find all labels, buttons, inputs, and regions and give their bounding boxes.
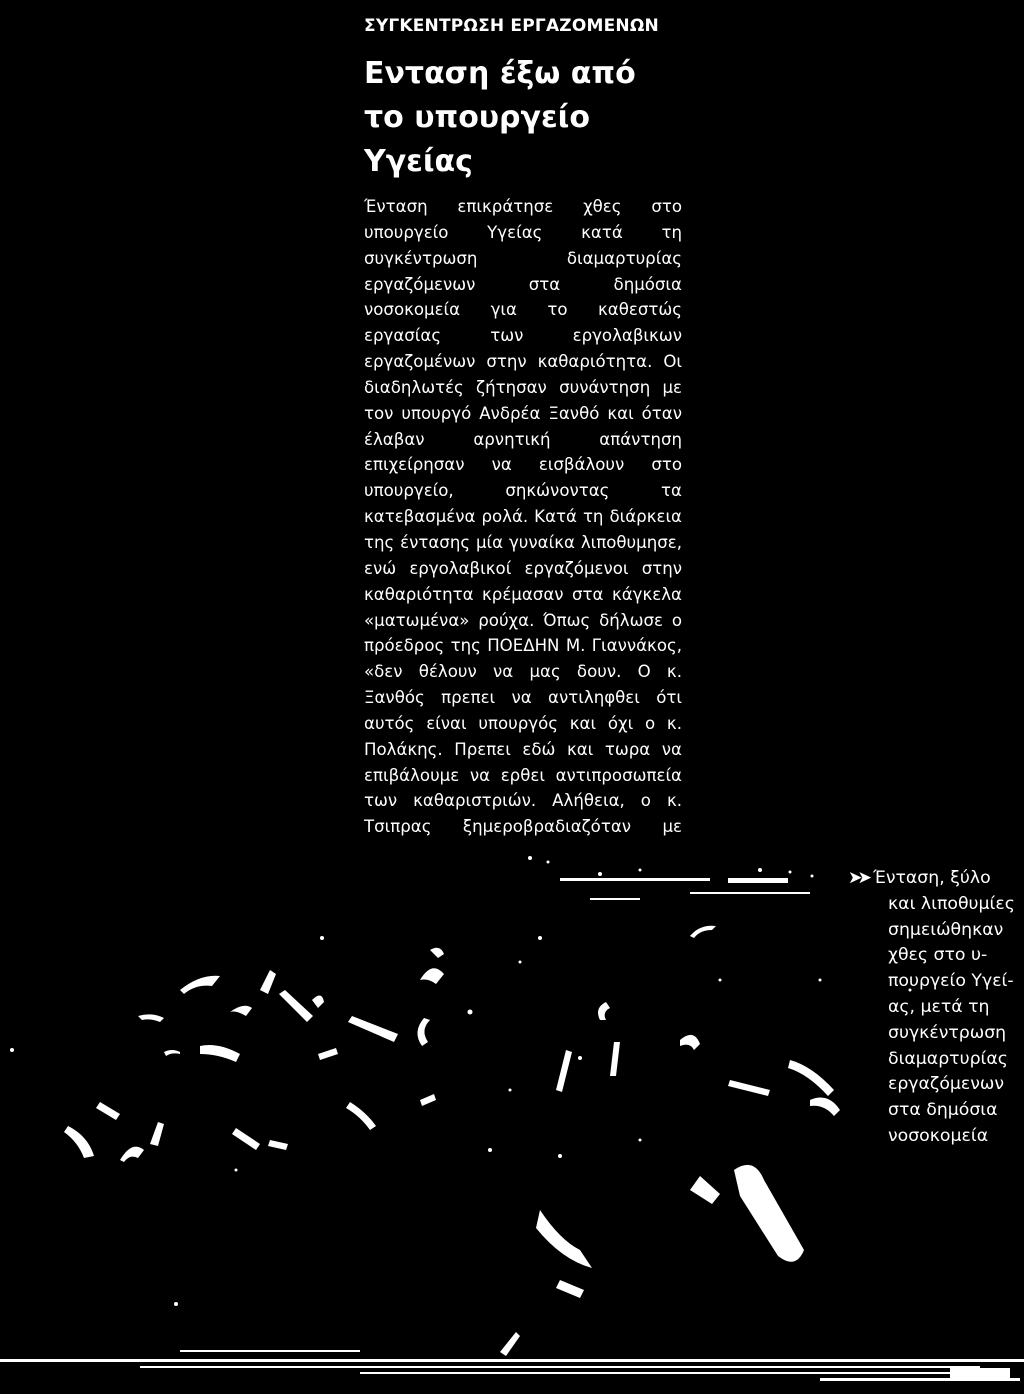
article-headline: Ενταση έξω από το υπουργείο Υγείας [364,56,636,179]
caption-line: νοσοκομεία [888,1125,989,1146]
article [364,14,682,943]
caption-line: στα δημόσια [888,1100,998,1121]
double-arrow-icon: ➤➤ [848,868,867,888]
caption-line: σημειώθηκαν [888,919,1004,940]
caption-line: ➤➤ Ένταση, ξύλο [848,868,991,888]
photo-caption [848,866,1024,1150]
article-body: Ένταση επικράτησε χθες στο υπουργείο Υγείας κατά τη συγκέντρωση διαμαρτυρίας εργαζόμενων στα δημόσια νοσοκομεία για το καθεστώς εργασίας των εργολαβικων εργαζομένων στην καθαριότητα. Οι διαδηλωτές ζήτησαν συνάντηση με τον υπουργό Ανδρέα Ξανθό και όταν έλαβαν αρνητική απάντηση επιχείρησαν να εισβάλουν στο υπουργείο, σηκώνοντας τα κατεβασμένα ρολά. Κατά τη διάρκεια της έντασης μία γυναίκα λιποθυμησε, ενώ εργολαβικοί εργαζόμενοι στην καθαριότητα κρέμασαν στα κάγκελα «ματωμένα» ρούχα. Όπως δήλωσε ο πρόεδρος της ΠΟΕΔΗΝ Μ. Γιαννάκος, «δεν θέλουν να μας δουν. Ο κ. Ξανθός πρεπει να αντιληφθει ότι αυτός είναι υπουργός και όχι ο κ. Πολάκης. Πρεπει εδώ και τωρα να επιβάλουμε να ερθει αντιπροσωπεία των καθαριστριών. Αλήθεια, ο κ. Τσιπρας ξημεροβραδιαζόταν με [364,197,682,837]
caption-line: διαμαρτυρίας [888,1048,1008,1069]
caption-line: ας, μετά τη [888,996,990,1017]
caption-line: συγκέντρωση [888,1022,1007,1043]
caption-line: πουργείο Υγεί- [888,971,1014,992]
caption-line: χθες στο υ- [888,945,988,966]
caption-line: εργαζόμενων [888,1074,1005,1095]
caption-line: και λιποθυμίες [888,893,1015,914]
article-kicker: ΣΥΓΚΕΝΤΡΩΣΗ ΕΡΓΑΖΟΜΕΝΩΝ [364,16,659,36]
